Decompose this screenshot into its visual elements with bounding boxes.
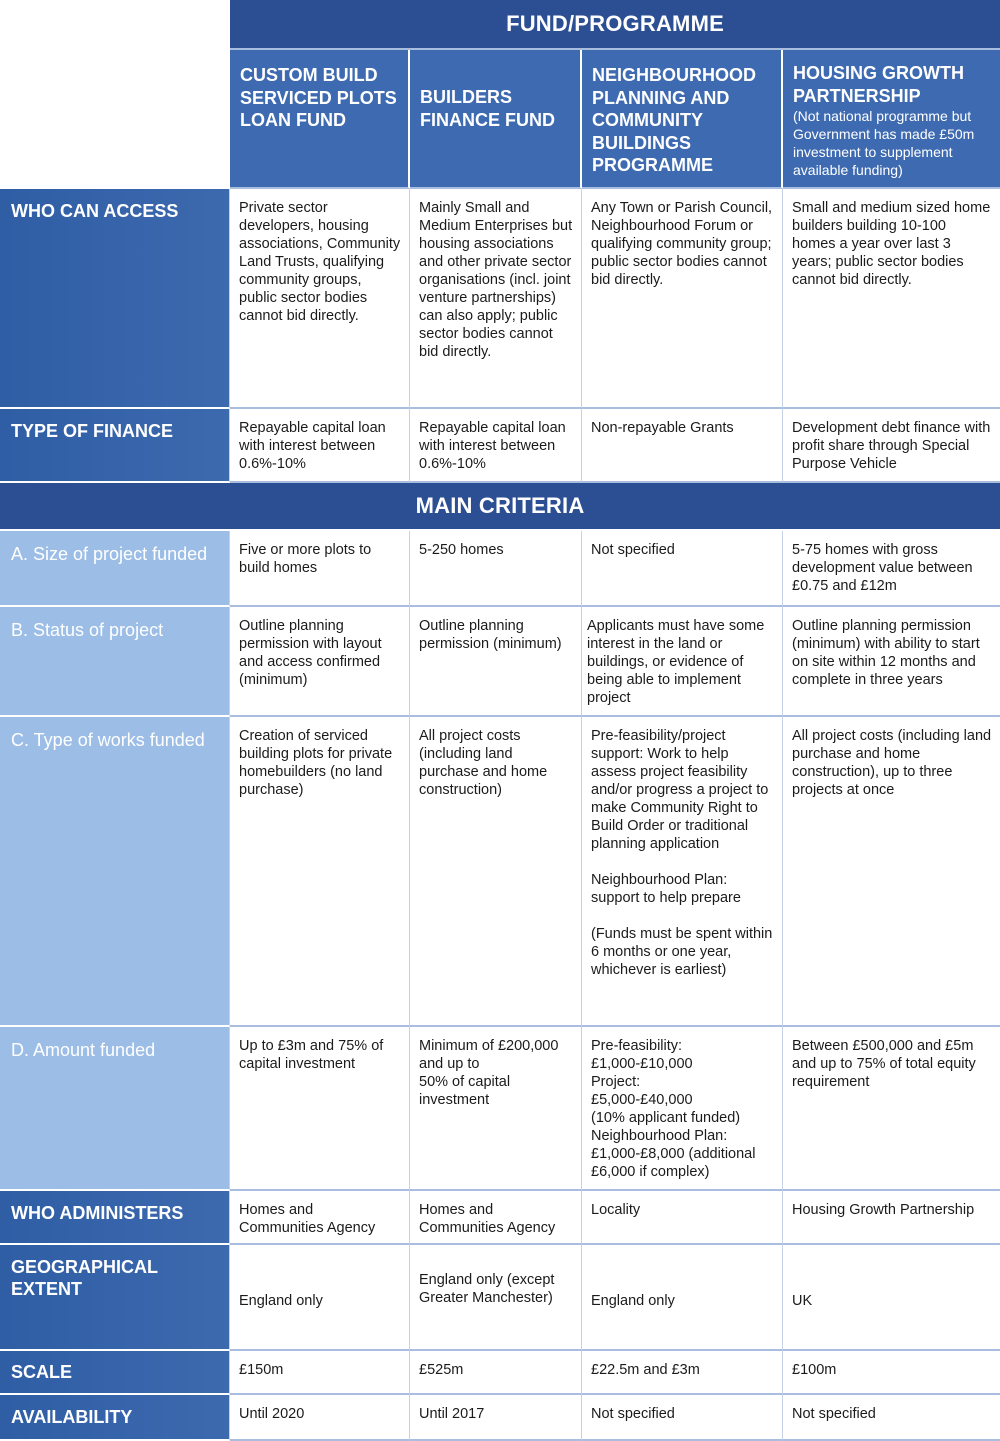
row-label-type-of-works: C. Type of works funded [0,717,230,1027]
table-cell: Not specified [582,531,783,607]
table-cell: Not specified [783,1395,1000,1441]
table-cell: Development debt finance with profit share through Special Purpose Vehicle [783,409,1000,483]
table-row [0,607,1000,717]
table-cell: Any Town or Parish Council, Neighbourhood Forum or qualifying community group; public sector bodies cannot bid directly. [582,189,783,409]
table-cell: Repayable capital loan with interest between 0.6%-10% [230,409,410,483]
table-cell: £100m [783,1351,1000,1395]
table-row [0,1191,1000,1245]
table-cell: Five or more plots to build homes [230,531,410,607]
row-label-amount-funded: D. Amount funded [0,1027,230,1191]
geo-extent-builders-text: England only (except Greater Manchester) [419,1272,555,1306]
table-cell: Up to £3m and 75% of capital investment [230,1027,410,1191]
table-cell: Until 2020 [230,1395,410,1441]
table-cell: £150m [230,1351,410,1395]
table-cell: Outline planning permission (minimum) [410,607,582,717]
table-cell: Minimum of £200,000 and up to 50% of capital investment [410,1027,582,1191]
table-row [0,1395,1000,1441]
column-header-neighbourhood-planning: NEIGHBOURHOOD PLANNING AND COMMUNITY BUILDINGS PROGRAMME [582,50,783,189]
table-cell: Locality [582,1191,783,1245]
table-cell [410,1245,582,1351]
main-criteria-banner: MAIN CRITERIA [0,483,1000,531]
table-cell: England only [582,1245,783,1351]
table-row [0,1245,1000,1351]
row-label-size-of-project: A. Size of project funded [0,531,230,607]
table-cell: Non-repayable Grants [582,409,783,483]
table-cell: Between £500,000 and £5m and up to 75% of total equity requirement [783,1027,1000,1191]
table-cell: All project costs (including land purchase and home construction), up to three projects at once [783,717,1000,1027]
table-cell: Housing Growth Partnership [783,1191,1000,1245]
table-row [0,409,1000,483]
column-header-custom-build: CUSTOM BUILD SERVICED PLOTS LOAN FUND [230,50,410,189]
table-cell: All project costs (including land purchase and home construction) [410,717,582,1027]
table-row [0,1027,1000,1191]
column-header-housing-growth: HOUSING GROWTH PARTNERSHIP (Not national programme but Government has made £50m investment to supplement available funding) [783,50,1000,189]
row-label-status-of-project: B. Status of project [0,607,230,717]
table-cell: UK [783,1245,1000,1351]
table-cell: £22.5m and £3m [582,1351,783,1395]
table-cell: England only [230,1245,410,1351]
table-cell: Not specified [582,1395,783,1441]
table-row [0,1351,1000,1395]
table-cell: Applicants must have some interest in the land or buildings, or evidence of being able to implement project [582,607,783,717]
table-cell: Private sector developers, housing associations, Community Land Trusts, qualifying community groups, public sector bodies cannot bid directly. [230,189,410,409]
table-row [0,717,1000,1027]
table-cell: Creation of serviced building plots for private homebuilders (no land purchase) [230,717,410,1027]
table-cell: Pre-feasibility/project support: Work to help assess project feasibility and/or progress a project to make Community Right to Build Order or traditional planning application Neighbourhood Plan: support to help prepare (Funds must be spent within 6 months or one year, whichever is earliest) [582,717,783,1027]
row-label-availability: AVAILABILITY [0,1395,230,1441]
row-label-type-of-finance: TYPE OF FINANCE [0,409,230,483]
column-header-builders-finance: BUILDERS FINANCE FUND [410,50,582,189]
housing-growth-note: (Not national programme but Government has made £50m investment to supplement available funding) [793,108,975,178]
fund-programme-banner: FUND/PROGRAMME [230,0,1000,50]
table-cell: Outline planning permission (minimum) with ability to start on site within 12 months and complete in three years [783,607,1000,717]
table-cell: 5-250 homes [410,531,582,607]
corner-blank [0,0,230,50]
corner-blank-2 [0,50,230,189]
table-row [0,189,1000,409]
row-label-geographical-extent: GEOGRAPHICAL EXTENT [0,1245,230,1351]
table-cell: Repayable capital loan with interest between 0.6%-10% [410,409,582,483]
table-cell: Until 2017 [410,1395,582,1441]
table-cell: £525m [410,1351,582,1395]
row-label-who-administers: WHO ADMINISTERS [0,1191,230,1245]
table-cell: Homes and Communities Agency [230,1191,410,1245]
table-cell: Small and medium sized home builders building 10-100 homes a year over last 3 years; public sector bodies cannot bid directly. [783,189,1000,409]
table-cell: Mainly Small and Medium Enterprises but housing associations and other private sector organisations (incl. joint venture partnerships) can also apply; public sector bodies cannot bid directly. [410,189,582,409]
table-cell: Homes and Communities Agency [410,1191,582,1245]
table-row [0,531,1000,607]
row-label-scale: SCALE [0,1351,230,1395]
table-cell: Pre-feasibility: £1,000-£10,000 Project: £5,000-£40,000 (10% applicant funded) Neighbourhood Plan: £1,000-£8,000 (additional £6,000 if complex) [582,1027,783,1191]
table-cell: Outline planning permission with layout and access confirmed (minimum) [230,607,410,717]
table-cell: 5-75 homes with gross development value between £0.75 and £12m [783,531,1000,607]
row-label-who-can-access: WHO CAN ACCESS [0,189,230,409]
